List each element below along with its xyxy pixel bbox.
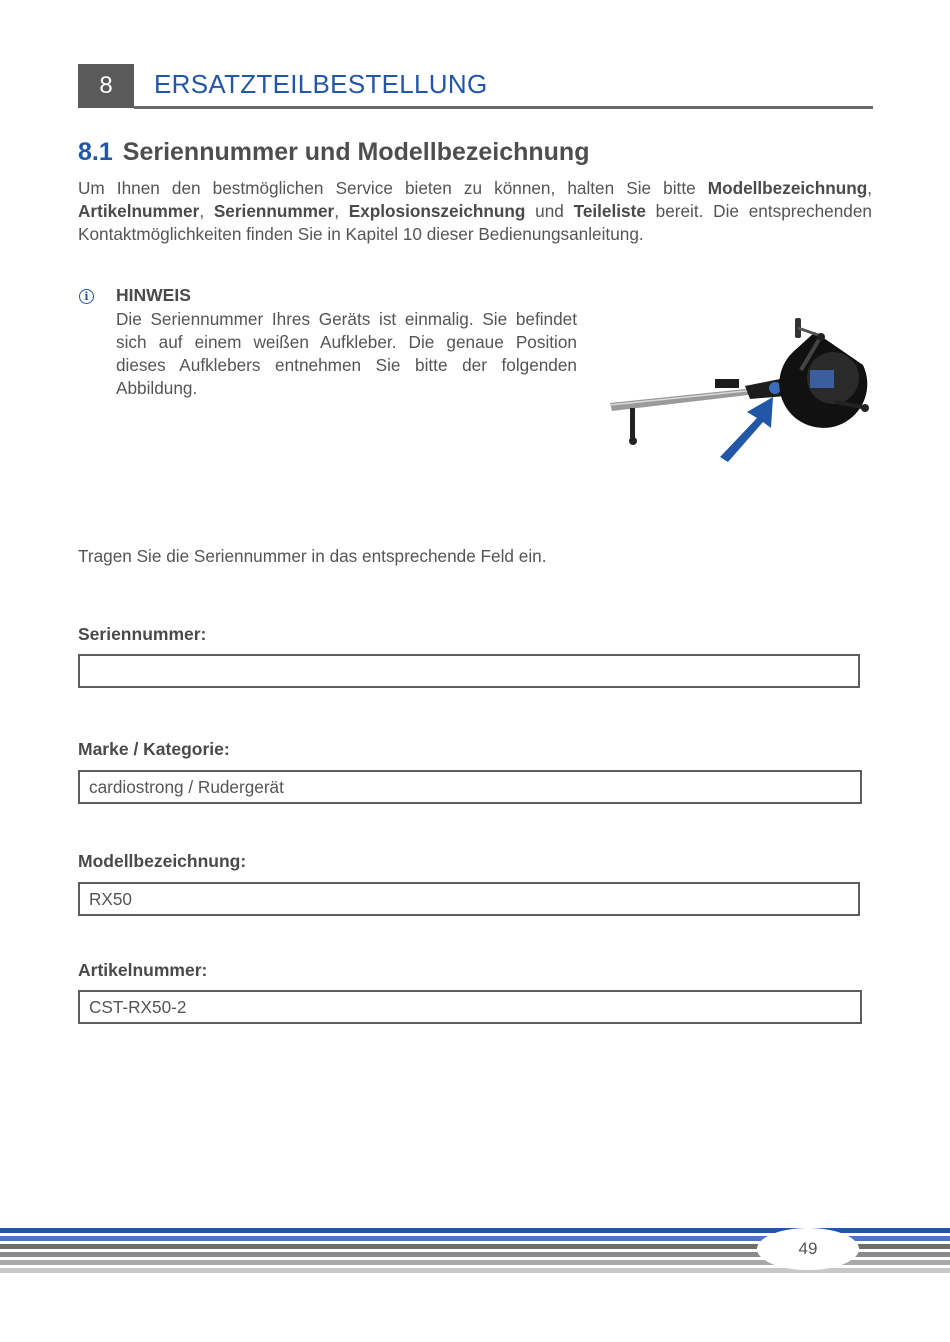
instruction-text: Tragen Sie die Seriennummer in das entsprechende Feld ein. — [78, 546, 547, 566]
intro-text: Um Ihnen den bestmöglichen Service bieten zu können, halten Sie bitte — [78, 178, 708, 198]
intro-text: und — [525, 201, 574, 221]
intro-bold-explosion: Explosionszeichnung — [348, 201, 526, 221]
intro-bold-model: Modellbezeichnung — [707, 178, 868, 198]
chapter-number: 8 — [78, 64, 134, 108]
model-field[interactable]: RX50 — [78, 882, 860, 916]
intro-text: , — [199, 201, 214, 221]
intro-text: , — [867, 178, 872, 198]
intro-text: , — [334, 201, 349, 221]
serial-label: Seriennummer: — [78, 624, 207, 644]
seat-shape — [715, 379, 739, 388]
brand-field[interactable]: cardiostrong / Rudergerät — [78, 770, 862, 804]
chapter-rule — [134, 106, 873, 109]
note-body: Die Seriennummer Ihres Geräts ist einmalig. Sie befindet sich auf einem weißen Aufkleber. Die genaue Position dieses Aufklebers entnehmen Sie bitte der folgenden Abbildung. — [116, 309, 577, 398]
rear-foot-shape — [630, 408, 635, 440]
article-label: Artikelnummer: — [78, 960, 208, 980]
page-number: 49 — [757, 1228, 859, 1270]
intro-bold-parts: Teileliste — [573, 201, 646, 221]
chapter-title: ERSATZTEILBESTELLUNG — [154, 69, 488, 99]
serial-field[interactable] — [78, 654, 860, 688]
arrow-icon — [720, 397, 773, 462]
rowing-machine-image — [605, 310, 875, 465]
section-heading — [78, 138, 589, 167]
intro-text: bereit. Die entsprechenden Kontaktmöglichkeiten finden Sie in Kapitel 10 dieser Bedienungsanleitung. — [78, 201, 872, 244]
info-icon: i — [79, 289, 94, 304]
intro-bold-serial: Seriennummer — [213, 201, 335, 221]
section-title: Seriennummer und Modellbezeichnung — [122, 138, 590, 166]
intro-bold-article: Artikelnummer — [78, 201, 200, 221]
brand-label: Marke / Kategorie: — [78, 739, 230, 759]
model-label: Modellbezeichnung: — [78, 851, 247, 871]
section-number: 8.1 — [78, 138, 113, 166]
note-title: HINWEIS — [116, 285, 191, 305]
intro-paragraph — [78, 177, 872, 246]
chapter-header — [78, 64, 873, 109]
article-field[interactable]: CST-RX50-2 — [78, 990, 862, 1024]
